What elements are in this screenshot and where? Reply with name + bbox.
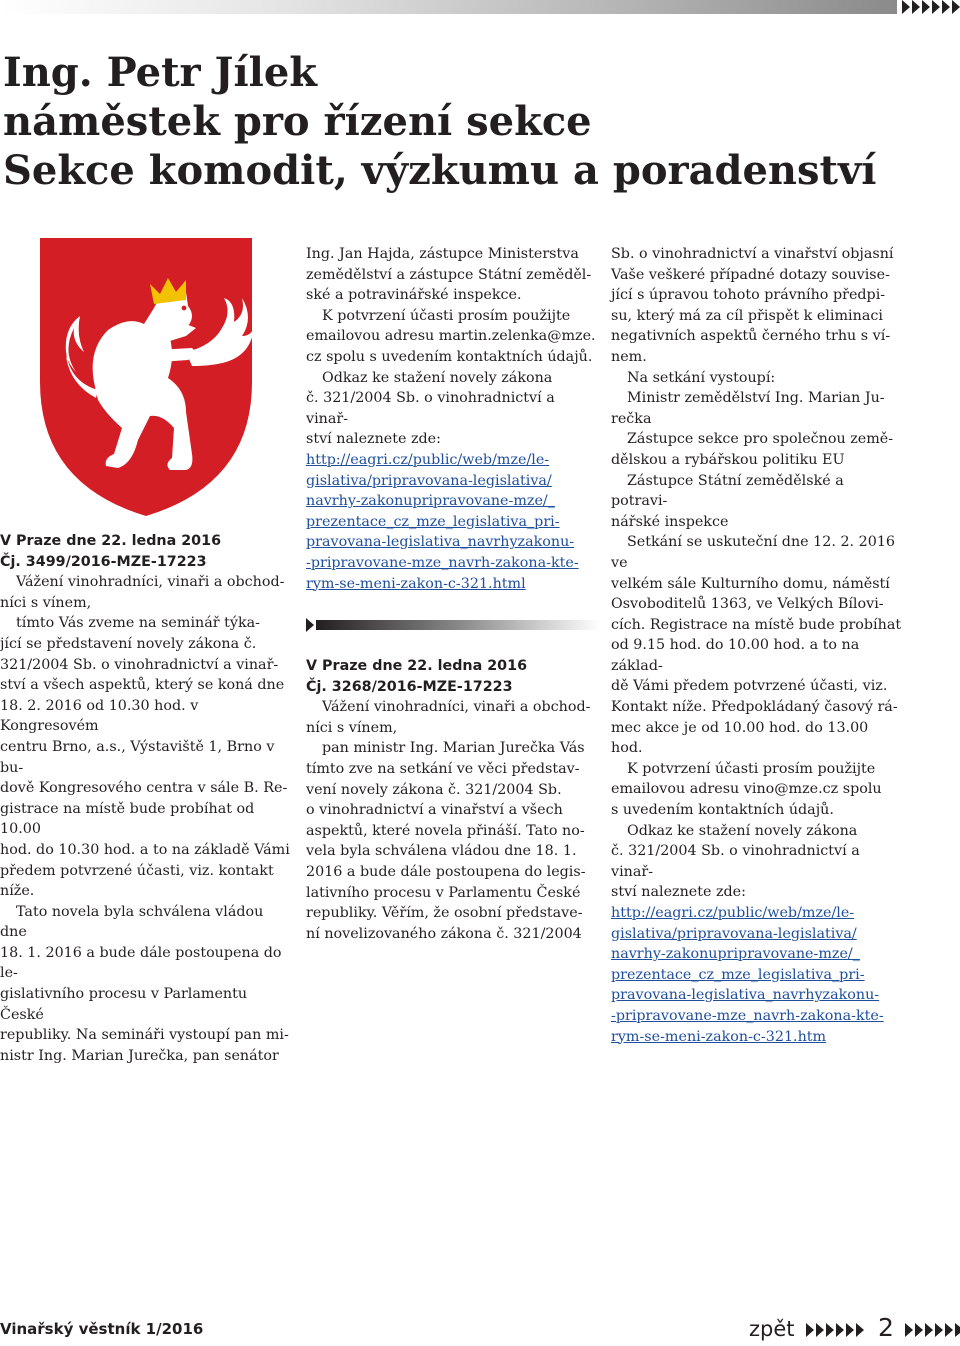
czech-coat-of-arms-icon [36, 232, 256, 520]
page-title [3, 48, 903, 195]
col2-line: zemědělství a zástupce Státní zeměděl- [306, 266, 592, 283]
link-line[interactable]: prezentace_cz_mze_legislativa_pri- [306, 513, 560, 530]
back-button[interactable]: zpět [749, 1317, 795, 1341]
col1-line: níže. [0, 883, 35, 900]
col3-line: nem. [611, 348, 647, 365]
col2-line: cz spolu s uvedením kontaktních údajů. [306, 348, 593, 365]
col2-line: Vážení vinohradníci, vinaři a obchod- [322, 699, 591, 716]
section-divider-arrow [306, 618, 600, 632]
col2-line: vení novely zákona č. 321/2004 Sb. [306, 781, 562, 798]
col3-line: dě Vámi předem potvrzené účasti, viz. [611, 678, 888, 695]
col2-line: ské a potravinářské inspekce. [306, 287, 522, 304]
link-line[interactable]: pravovana-legislativa_navrhyzakonu- [306, 534, 575, 551]
col1-line: jící se představení novely zákona č. [0, 635, 257, 652]
col1-line: 18. 1. 2016 a bude dále postoupena do le- [0, 944, 282, 982]
footer-chevron-decoration [905, 1323, 960, 1337]
title-line-position: náměstek pro řízení sekce [3, 98, 592, 145]
col2-line: 2016 a bude dále postoupena do legis- [306, 863, 586, 880]
link-line[interactable]: rym-se-meni-zakon-c-321.html [306, 575, 526, 592]
col1-line: Tato novela byla schválena vládou dne [0, 903, 264, 941]
col1-line: dově Kongresového centra v sále B. Re- [0, 780, 288, 797]
top-gradient-bar [0, 0, 897, 14]
link-line[interactable]: -pripravovane-mze_navrh-zakona-kte- [306, 554, 579, 571]
col3-line: mec akce je od 10.00 hod. do 13.00 hod. [611, 719, 869, 757]
link-line[interactable]: gislativa/pripravovana-legislativa/ [306, 472, 552, 489]
col3-line: Ministr zemědělství Ing. Marian Ju- [627, 390, 885, 407]
link-line[interactable]: rym-se-meni-zakon-c-321.htm [611, 1028, 827, 1045]
col1-line: gislativního procesu v Parlamentu České [0, 986, 248, 1023]
col1-line: Vážení vinohradníci, vinaři a obchod- [16, 574, 285, 591]
col3-line: rečka [611, 410, 652, 427]
page-number: 2 [878, 1313, 894, 1342]
link-line[interactable]: navrhy-zakonupripravovane-mze/_ [611, 946, 860, 963]
title-line-section: Sekce komodit, výzkumu a poradenství [3, 147, 877, 194]
col1-line: 18. 2. 2016 od 10.30 hod. v Kongresovém [0, 697, 199, 735]
col3-line: Setkání se uskuteční dne 12. 2. 2016 ve [611, 534, 896, 571]
link-line[interactable]: http://eagri.cz/public/web/mze/le- [611, 905, 855, 921]
footer-publication: Vinařský věstník 1/2016 [0, 1320, 204, 1338]
col3-line: cích. Registrace na místě bude probíhat [611, 616, 902, 633]
col2-line: lativního procesu v Parlamentu České [306, 884, 581, 901]
col2-line: tímto zve na setkání ve věci představ- [306, 760, 580, 777]
column-3 [611, 244, 904, 1047]
col3-line: dělskou a rybářskou politiku EU [611, 451, 845, 468]
col2-line: vela byla schválena vládou dne 18. 1. [306, 843, 577, 860]
col3-line: jící s úpravou tohoto právního předpi- [611, 287, 886, 304]
col1-line: nistr Ing. Marian Jurečka, pan senátor [0, 1047, 279, 1064]
col3-line: Zástupce sekce pro společnou země- [627, 431, 894, 448]
col2-date: V Praze dne 22. ledna 2016 [306, 658, 528, 674]
col2-reference-number: Čj. 3268/2016-MZE-17223 [306, 678, 513, 695]
col2-line: ní novelizovaného zákona č. 321/2004 [306, 925, 582, 942]
col1-reference-number: Čj. 3499/2016-MZE-17223 [0, 553, 207, 570]
col2-line: níci s vínem, [306, 719, 398, 736]
col2-line: emailovou adresu martin.zelenka@mze. [306, 328, 596, 345]
col3-line: Zástupce Státní zemědělské a potravi- [611, 472, 844, 510]
top-chevron-decoration [902, 0, 960, 14]
col1-line: hod. do 10.30 hod. a to na základě Vámi [0, 841, 290, 858]
col2-line: republiky. Věřím, že osobní představe- [306, 905, 583, 922]
col3-download-link[interactable] [611, 903, 904, 1047]
col3-line: Vaše veškeré případné dotazy souvise- [611, 266, 890, 283]
link-line[interactable]: navrhy-zakonupripravovane-mze/_ [306, 493, 555, 510]
link-line[interactable]: prezentace_cz_mze_legislativa_pri- [611, 966, 865, 983]
col1-line: republiky. Na semináři vystoupí pan mi- [0, 1027, 289, 1044]
col1-line: 321/2004 Sb. o vinohradnictví a vinař- [0, 656, 279, 673]
col1-line: ství a všech aspektů, který se koná dne [0, 677, 285, 694]
back-chevron-icon[interactable] [806, 1323, 866, 1337]
col3-line: s uvedením kontaktních údajů. [611, 802, 834, 819]
col3-line: Kontakt níže. Předpokládaný časový rá- [611, 699, 898, 716]
col2-line: Odkaz ke stažení novely zákona [322, 369, 553, 386]
col3-line: nářské inspekce [611, 513, 729, 530]
col2-line: o vinohradnictví a vinařství a všech [306, 802, 563, 819]
col1-line: níci s vínem, [0, 594, 92, 611]
col2-line: ství naleznete zde: [306, 431, 441, 448]
col3-line: č. 321/2004 Sb. o vinohradnictví a vinař- [611, 843, 860, 880]
column-2 [306, 244, 596, 594]
column-1 [0, 531, 290, 1066]
column-2-bottom [306, 656, 596, 944]
col3-line: negativních aspektů černého trhu s ví- [611, 328, 891, 345]
col3-line: velkém sále Kulturního domu, náměstí [611, 575, 890, 592]
col3-line: su, který má za cíl přispět k eliminaci [611, 307, 883, 324]
col1-date: V Praze dne 22. ledna 2016 [0, 533, 222, 549]
col2-download-link[interactable] [306, 450, 596, 594]
col3-line: Sb. o vinohradnictví a vinařství objasní [611, 246, 894, 262]
col3-line: ství naleznete zde: [611, 884, 746, 901]
col1-line: tímto Vás zveme na seminář týka- [16, 615, 260, 632]
col2-line: pan ministr Ing. Marian Jurečka Vás [322, 740, 585, 757]
col3-line: od 9.15 hod. do 10.00 hod. a to na základ- [611, 637, 860, 674]
link-line[interactable]: pravovana-legislativa_navrhyzakonu- [611, 987, 880, 1004]
link-line[interactable]: -pripravovane-mze_navrh-zakona-kte- [611, 1007, 884, 1024]
col1-line: předem potvrzené účasti, viz. kontakt [0, 862, 274, 879]
col2-line: č. 321/2004 Sb. o vinohradnictví a vinař- [306, 390, 555, 427]
col3-line: Na setkání vystoupí: [627, 369, 776, 386]
col2-line: aspektů, které novela přináší. Tato no- [306, 822, 585, 839]
col1-line: gistrace na místě bude probíhat od 10.00 [0, 800, 255, 838]
link-line[interactable]: gislativa/pripravovana-legislativa/ [611, 925, 857, 942]
col3-line: Odkaz ke stažení novely zákona [627, 822, 858, 839]
col1-line: centru Brno, a.s., Výstaviště 1, Brno v bu- [0, 738, 275, 776]
col2-line: Ing. Jan Hajda, zástupce Ministerstva [306, 246, 579, 262]
col2-line: K potvrzení účasti prosím použijte [322, 307, 571, 324]
title-line-name: Ing. Petr Jílek [3, 49, 318, 96]
col3-line: K potvrzení účasti prosím použijte [627, 760, 876, 777]
col3-line: Osvoboditelů 1363, ve Velkých Bílovi- [611, 596, 884, 613]
col3-line: emailovou adresu vino@mze.cz spolu [611, 781, 882, 798]
link-line[interactable]: http://eagri.cz/public/web/mze/le- [306, 451, 550, 468]
